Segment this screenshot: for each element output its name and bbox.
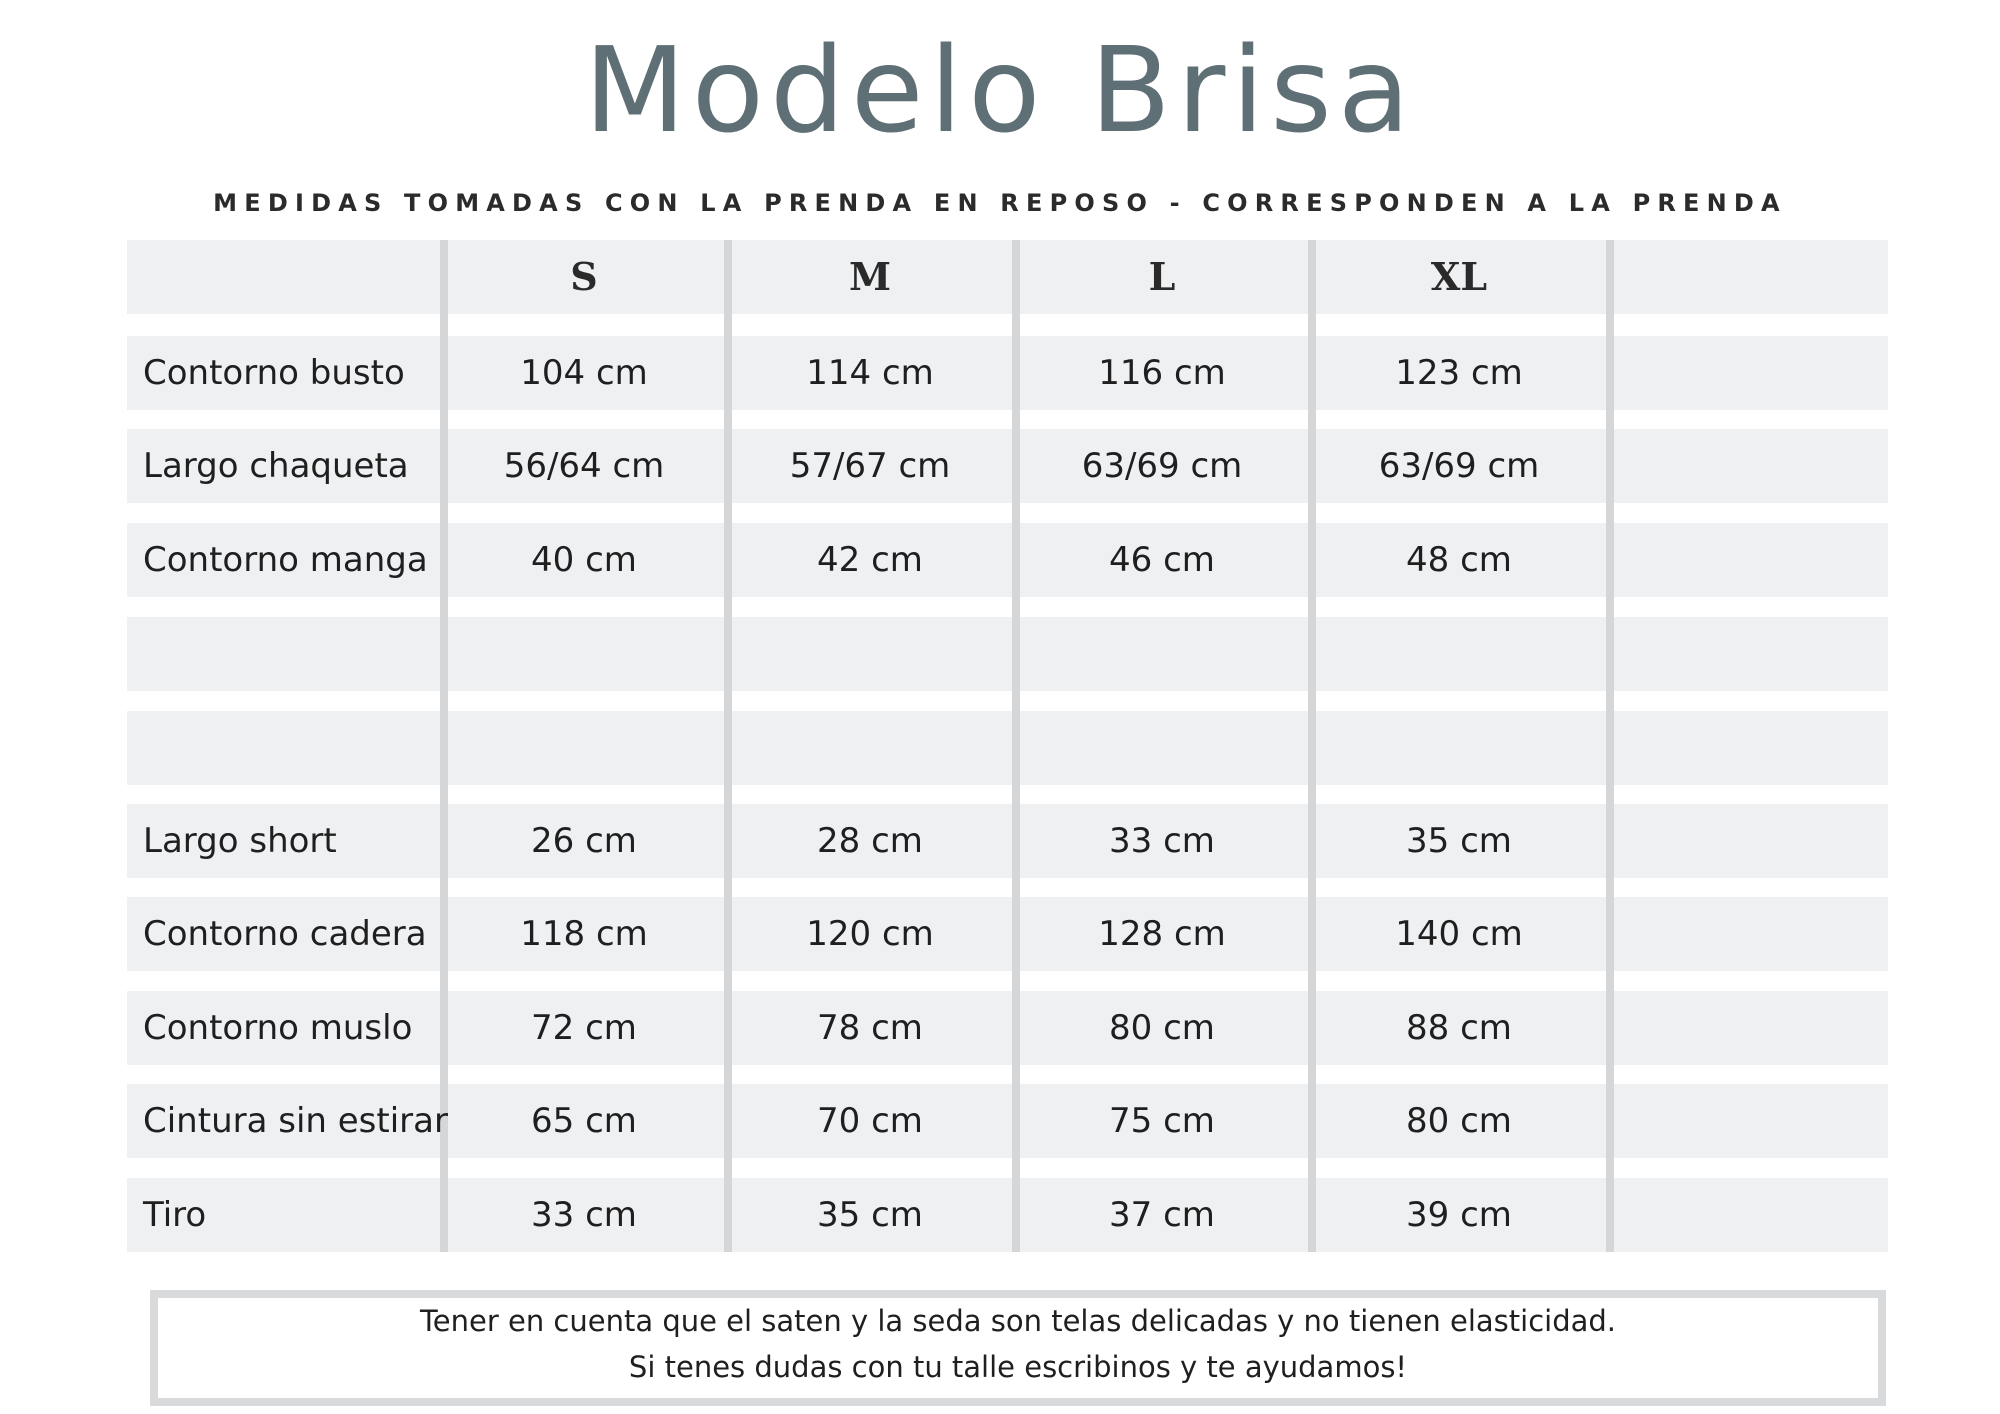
cell-xl: 123 cm: [1395, 353, 1523, 393]
cell-xl: 39 cm: [1406, 1195, 1512, 1235]
cell-m: 120 cm: [806, 914, 934, 954]
cell-xl: 63/69 cm: [1378, 446, 1540, 486]
row-label: [143, 711, 443, 785]
cell-m: 114 cm: [806, 353, 934, 393]
cell-s: 72 cm: [531, 1008, 637, 1048]
cell-m: [728, 617, 1012, 691]
cell-l: 37 cm: [1109, 1195, 1215, 1235]
cell-s: 33 cm: [531, 1195, 637, 1235]
table-row: [0, 1084, 2000, 1158]
cell-l: 80 cm: [1109, 1008, 1215, 1048]
table-row: [0, 991, 2000, 1065]
cell-xl: 88 cm: [1406, 1008, 1512, 1048]
table-row-empty: [0, 617, 2000, 691]
header-cell-s: S: [570, 254, 598, 299]
table-header-row: [0, 240, 2000, 314]
cell-l: 33 cm: [1109, 821, 1215, 861]
cell-xl: 140 cm: [1395, 914, 1523, 954]
cell-l: 63/69 cm: [1081, 446, 1243, 486]
row-label: Tiro: [143, 1195, 207, 1235]
row-label: [143, 617, 443, 691]
cell-xl: 48 cm: [1406, 540, 1512, 580]
cell-s: 104 cm: [520, 353, 648, 393]
cell-s: 56/64 cm: [503, 446, 665, 486]
cell-m: 28 cm: [817, 821, 923, 861]
table-row: [0, 897, 2000, 971]
table-row: [0, 804, 2000, 878]
row-label: Contorno cadera: [143, 914, 427, 954]
cell-l: [1016, 711, 1308, 785]
cell-xl: [1312, 617, 1606, 691]
cell-l: 46 cm: [1109, 540, 1215, 580]
table-row: [0, 1178, 2000, 1252]
cell-l: 116 cm: [1098, 353, 1226, 393]
table-row: [0, 336, 2000, 410]
row-label: Contorno manga: [143, 540, 428, 580]
cell-m: 42 cm: [817, 540, 923, 580]
row-label: Contorno muslo: [143, 1008, 413, 1048]
cell-s: [444, 711, 724, 785]
page-title: Modelo Brisa: [583, 21, 1417, 159]
header-cell-measure: [143, 240, 443, 314]
cell-m: [728, 711, 1012, 785]
care-note-line-1: Tener en cuenta que el saten y la seda son telas delicadas y no tienen elasticidad.: [420, 1304, 1616, 1338]
care-note-box: [150, 1290, 1886, 1406]
cell-l: 75 cm: [1109, 1101, 1215, 1141]
cell-s: 26 cm: [531, 821, 637, 861]
row-label: Contorno busto: [143, 353, 405, 393]
cell-m: 78 cm: [817, 1008, 923, 1048]
page-subtitle: MEDIDAS TOMADAS CON LA PRENDA EN REPOSO - CORRESPONDEN A LA PRENDA: [213, 189, 1787, 217]
row-label: Largo chaqueta: [143, 446, 409, 486]
cell-m: 35 cm: [817, 1195, 923, 1235]
header-cell-l: L: [1148, 254, 1176, 299]
row-label: Cintura sin estirar: [143, 1101, 448, 1141]
row-label: Largo short: [143, 821, 337, 861]
table-row-empty: [0, 711, 2000, 785]
cell-m: 57/67 cm: [789, 446, 951, 486]
cell-l: 128 cm: [1098, 914, 1226, 954]
cell-l: [1016, 617, 1308, 691]
cell-s: [444, 617, 724, 691]
table-row: [0, 523, 2000, 597]
care-note-line-2: Si tenes dudas con tu talle escribinos y te ayudamos!: [628, 1350, 1408, 1384]
cell-xl: 80 cm: [1406, 1101, 1512, 1141]
header-cell-m: M: [848, 254, 892, 299]
cell-s: 65 cm: [531, 1101, 637, 1141]
header-cell-xl: XL: [1430, 254, 1488, 299]
cell-s: 118 cm: [520, 914, 648, 954]
cell-m: 70 cm: [817, 1101, 923, 1141]
table-row: [0, 429, 2000, 503]
cell-xl: 35 cm: [1406, 821, 1512, 861]
cell-xl: [1312, 711, 1606, 785]
cell-s: 40 cm: [531, 540, 637, 580]
